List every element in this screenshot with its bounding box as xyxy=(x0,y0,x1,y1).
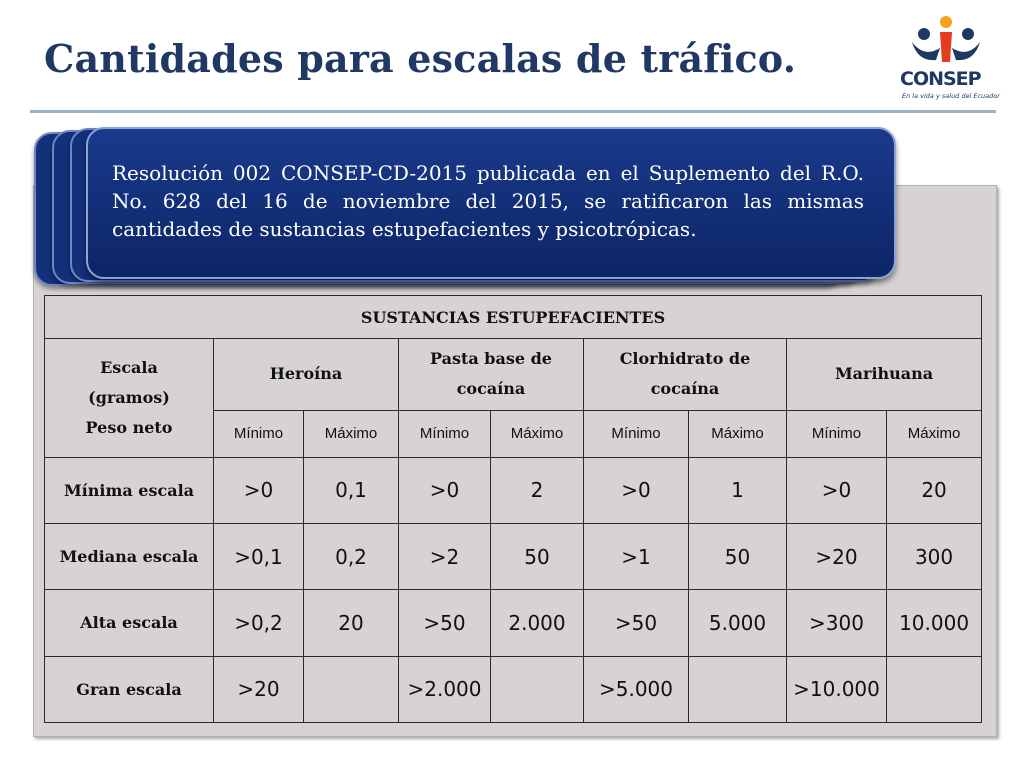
substance-header-pasta-base: Pasta base de cocaína xyxy=(399,339,584,410)
table-cell: >50 xyxy=(399,590,491,656)
table-cell: 5.000 xyxy=(689,590,787,656)
table-cell: 50 xyxy=(689,524,787,590)
table-cell xyxy=(304,656,399,722)
table-cell: >0 xyxy=(787,457,887,523)
row-label: Gran escala xyxy=(45,656,214,722)
max-header: Máximo xyxy=(304,410,399,457)
resolution-callout xyxy=(86,127,896,279)
scale-header-line: Escala xyxy=(100,357,158,377)
min-header: Mínimo xyxy=(584,410,689,457)
table-cell: >0 xyxy=(584,457,689,523)
table-cell: 2.000 xyxy=(491,590,584,656)
row-label: Alta escala xyxy=(45,590,214,656)
logo-tagline: En la vida y salud del Ecuador xyxy=(902,92,1000,100)
table-row xyxy=(45,457,982,523)
table-cell: >20 xyxy=(787,524,887,590)
substance-header-heroina: Heroína xyxy=(214,339,399,410)
table-cell: 10.000 xyxy=(887,590,982,656)
row-label: Mínima escala xyxy=(45,457,214,523)
scale-header-line: (gramos) xyxy=(88,387,170,407)
table-cell: 1 xyxy=(689,457,787,523)
table-cell: >0 xyxy=(399,457,491,523)
table-row xyxy=(45,590,982,656)
table-cell: >2.000 xyxy=(399,656,491,722)
row-label: Mediana escala xyxy=(45,524,214,590)
table-cell: >300 xyxy=(787,590,887,656)
min-header: Mínimo xyxy=(214,410,304,457)
table-cell: 50 xyxy=(491,524,584,590)
table-cell: >50 xyxy=(584,590,689,656)
table-cell: 0,1 xyxy=(304,457,399,523)
max-header: Máximo xyxy=(887,410,982,457)
table-cell: >10.000 xyxy=(787,656,887,722)
consep-logo-figure-icon xyxy=(896,14,996,70)
table-cell xyxy=(887,656,982,722)
scale-header-line: Peso neto xyxy=(85,417,173,437)
table-cell: >20 xyxy=(214,656,304,722)
scale-header xyxy=(45,339,214,458)
substance-header-marihuana: Marihuana xyxy=(787,339,982,410)
min-header: Mínimo xyxy=(399,410,491,457)
narcotics-table xyxy=(44,295,982,723)
table-title: SUSTANCIAS ESTUPEFACIENTES xyxy=(45,296,982,339)
table-cell: >2 xyxy=(399,524,491,590)
table-row xyxy=(45,524,982,590)
table-cell xyxy=(689,656,787,722)
table-cell: >0,1 xyxy=(214,524,304,590)
table-cell: >5.000 xyxy=(584,656,689,722)
table-cell xyxy=(491,656,584,722)
logo-wordmark: CONSEP xyxy=(900,68,981,90)
table-cell: >1 xyxy=(584,524,689,590)
substance-header-clorhidrato: Clorhidrato de cocaína xyxy=(584,339,787,410)
resolution-text: Resolución 002 CONSEP-CD-2015 publicada en el Suplemento del R.O. No. 628 del 16 de noviembre del 2015, se ratificaron las mismas cantidades de sustancias estupefacientes y psicotrópicas. xyxy=(112,161,864,241)
table-cell: 2 xyxy=(491,457,584,523)
slide-title: Cantidades para escalas de tráfico. xyxy=(44,36,797,81)
consep-logo xyxy=(896,14,1000,104)
table-row xyxy=(45,656,982,722)
table-cell: >0,2 xyxy=(214,590,304,656)
table-cell: 20 xyxy=(304,590,399,656)
max-header: Máximo xyxy=(689,410,787,457)
title-divider xyxy=(30,110,996,113)
table-cell: 20 xyxy=(887,457,982,523)
min-header: Mínimo xyxy=(787,410,887,457)
table-cell: 0,2 xyxy=(304,524,399,590)
max-header: Máximo xyxy=(491,410,584,457)
table-cell: >0 xyxy=(214,457,304,523)
table-cell: 300 xyxy=(887,524,982,590)
